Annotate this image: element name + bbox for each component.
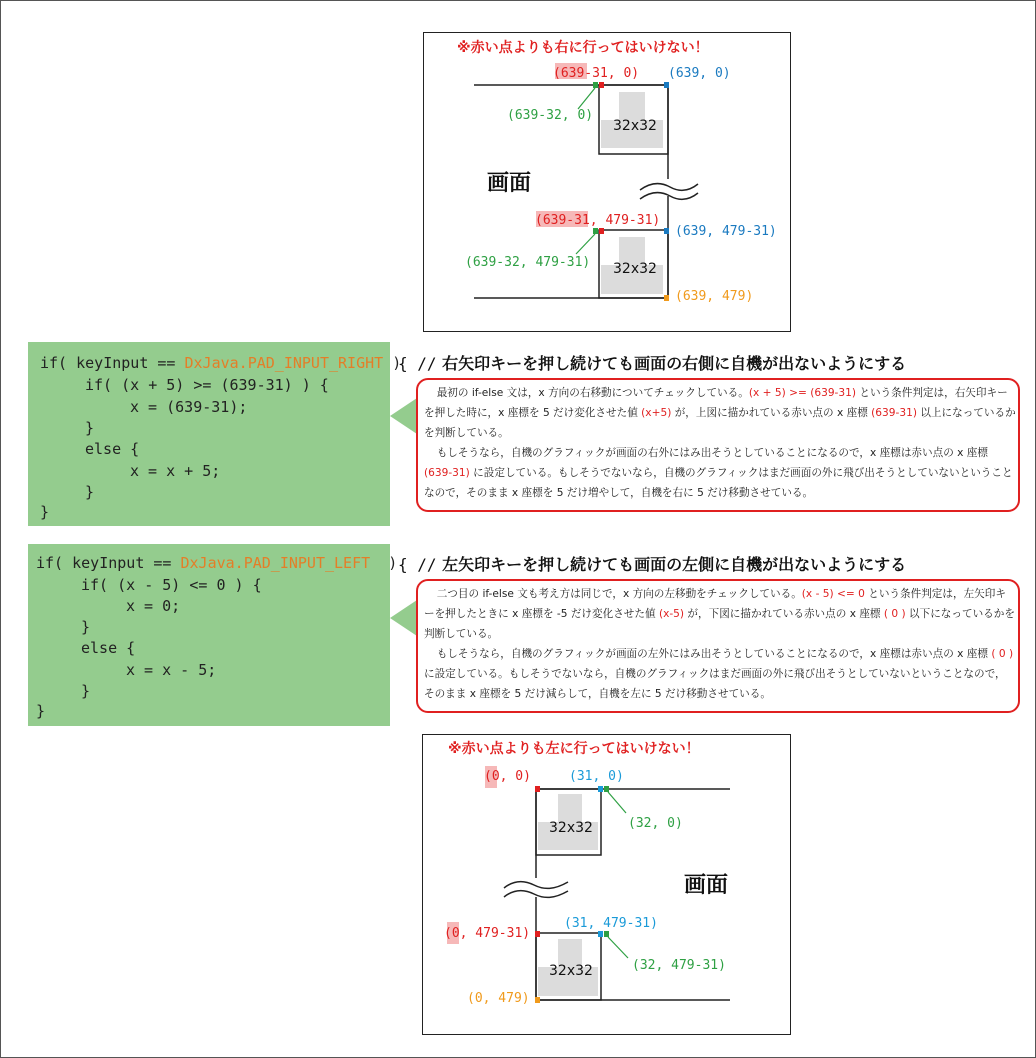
top-sprite1-green-label: (639-32, 0) (507, 108, 594, 123)
top-sprite1-red-label: (639-31, 0) (553, 66, 640, 81)
top-sprite1-blue-label: (639, 0) (668, 66, 731, 81)
top-sprite1-green-dot (593, 82, 598, 88)
bottom-sprite2-green-dot (604, 931, 609, 937)
bottom-diagram (422, 734, 791, 1035)
left-code-line-1: if( keyInput == DxJava.PAD_INPUT_LEFT ) (36, 554, 398, 572)
left-code-line-4: } (81, 618, 91, 636)
bottom-screen-label: 画面 (684, 873, 729, 898)
right-code-line-1: if( keyInput == DxJava.PAD_INPUT_RIGHT ) (40, 354, 402, 372)
bottom-sprite1-size: 32x32 (549, 820, 593, 836)
bottom-warning: ※赤い点よりも左に行ってはいけない！ (448, 741, 700, 757)
top-sprite2-green-dot (593, 228, 598, 234)
right-code-line-8: } (40, 503, 50, 521)
left-code-line-6: x = x - 5; (126, 661, 217, 679)
right-code-line-7: } (85, 483, 95, 501)
left-code-line-2: if( (x - 5) <= 0 ) { (81, 576, 262, 594)
top-sprite1-blue-dot (664, 82, 669, 88)
left-code-line-7: } (81, 682, 91, 700)
right-code-line-4: } (85, 419, 95, 437)
bottom-sprite2-orange-label: (0, 479) (467, 991, 530, 1006)
top-warning: ※赤い点よりも右に行ってはいけない！ (457, 40, 709, 56)
top-sprite2-size: 32x32 (613, 261, 657, 277)
left-explanation-p2: もしそうなら，自機のグラフィックが画面の左外にはみ出そうとしていることになるので，x 座標は赤い点の x 座標 ( 0 ) に設定している。もしそうでないなら，自機のグラフィックはまだ画面の外に飛び出そうとしていないということなので，そのまま x 座標を 5 だけ減らして，自機を左に 5 だけ移動させている。 (424, 648, 1014, 700)
top-sprite2-green-label: (639-32, 479-31) (465, 255, 591, 270)
bottom-sprite1-green-label: (32, 0) (628, 816, 683, 831)
right-code-line-6: x = x + 5; (130, 462, 221, 480)
top-sprite2-red-dot (599, 228, 604, 234)
right-code-line-2: if( (x + 5) >= (639-31) ) { (85, 376, 329, 394)
top-sprite2-blue-label: (639, 479-31) (675, 224, 777, 239)
bottom-sprite2-green-label: (32, 479-31) (632, 958, 726, 973)
bottom-sprite1-red-dot (535, 786, 540, 792)
top-diagram (423, 32, 791, 332)
top-sprite2-red-label: (639-31, 479-31) (535, 213, 661, 228)
bottom-sprite2-red-dot (535, 931, 540, 937)
right-explanation-bubble (416, 378, 1020, 512)
right-explanation-p2: もしそうなら，自機のグラフィックが画面の右外にはみ出そうとしていることになるので，x 座標は赤い点の x 座標 (639-31) に設定している。もしそうでないなら，自機のグラフィックはまだ画面の外に飛び出そうとしていないということなので，そのまま x 座標を 5 だけ増やして，自機を右に 5 だけ移動させている。 (424, 447, 1013, 499)
top-sprite2-blue-dot (664, 228, 669, 234)
right-code-line-5: else { (85, 440, 140, 458)
bottom-sprite2-orange-dot (535, 997, 540, 1003)
left-explanation-p1: 二つ目の if-else 文も考え方は同じで，x 方向の左移動をチェックしている。(x - 5) <= 0 という条件判定は，左矢印キーを押したときに x 座標を -5 だけ変化させた値 (x-5) が，下図に描かれている赤い点の x 座標 ( 0 ) 以下になっているかを判断している。 (424, 588, 1015, 640)
bottom-sprite1-green-dot (604, 786, 609, 792)
bottom-sprite2-blue-dot (598, 931, 603, 937)
right-heading: { // 右矢印キーを押し続けても画面の右側に自機が出ないようにする (398, 354, 907, 373)
top-sprite2-orange-label: (639, 479) (675, 289, 754, 304)
left-heading: { // 左矢印キーを押し続けても画面の左側に自機が出ないようにする (398, 555, 907, 574)
left-code-line-5: else { (81, 639, 136, 657)
bottom-sprite1-blue-dot (598, 786, 603, 792)
left-code-line-8: } (36, 702, 46, 720)
left-explanation-text (424, 584, 1016, 704)
bottom-sprite2-blue-label: (31, 479-31) (564, 916, 658, 931)
right-explanation-p1: 最初の if-else 文は，x 方向の右移動についてチェックしている。(x + 5) >= (639-31) という条件判定は，右矢印キーを押した時に，x 座標を 5 だけ変化させた値 (x+5) が，上図に描かれている赤い点の x 座標 (639-31) 以上になっているかを判断している。 (424, 387, 1016, 439)
top-sprite1-red-dot (599, 82, 604, 88)
bottom-sprite1-blue-label: (31, 0) (569, 769, 624, 784)
bottom-sprite2-size: 32x32 (549, 963, 593, 979)
bottom-sprite2-red-label: (0, 479-31) (444, 926, 531, 941)
right-code-box (28, 342, 402, 526)
top-sprite1-size: 32x32 (613, 118, 657, 134)
top-screen-label: 画面 (487, 171, 532, 196)
top-sprite2-orange-dot (664, 295, 669, 301)
right-explanation-text (424, 383, 1016, 503)
bottom-sprite1-red-label: (0, 0) (484, 769, 531, 784)
left-explanation-bubble (416, 579, 1020, 713)
left-code-line-3: x = 0; (126, 597, 181, 615)
left-code-box (28, 544, 398, 726)
right-code-line-3: x = (639-31); (130, 398, 248, 416)
